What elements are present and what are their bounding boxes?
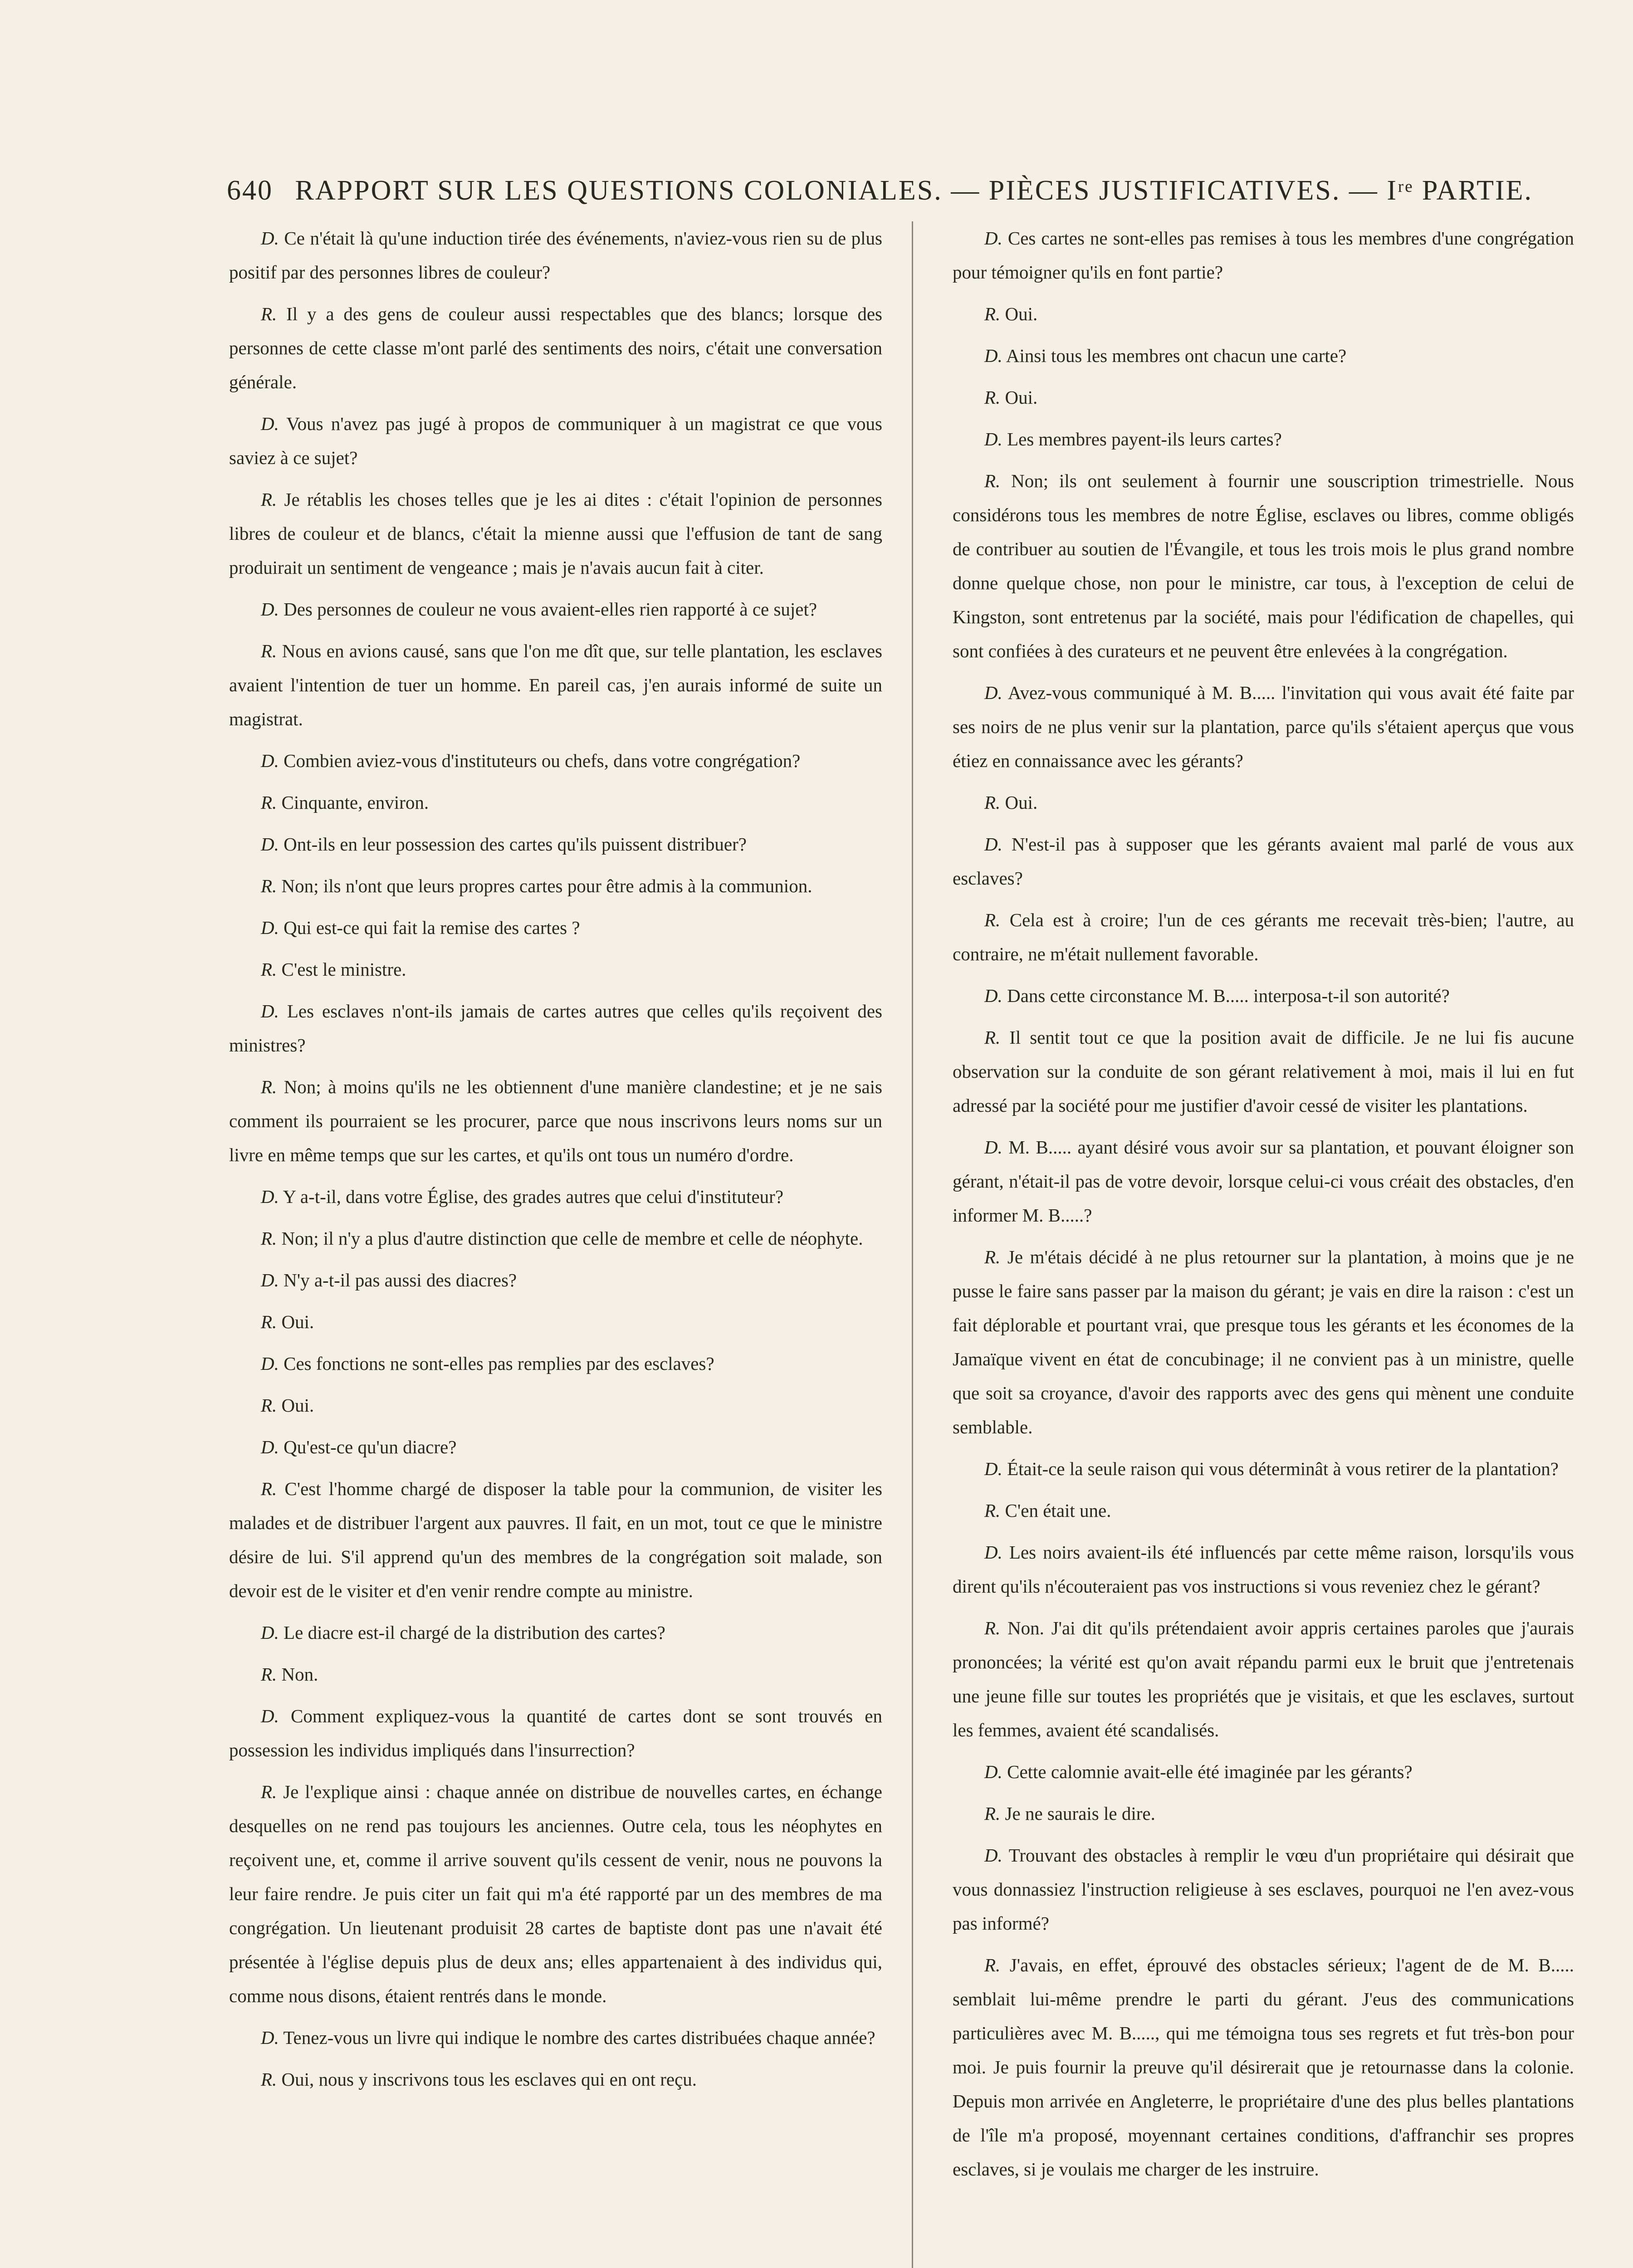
dialogue-paragraph <box>953 422 1574 456</box>
speaker-label: D. <box>984 1458 1002 1479</box>
speaker-label: D. <box>261 1353 279 1374</box>
dialogue-paragraph <box>229 592 882 626</box>
dialogue-paragraph <box>953 827 1574 895</box>
paragraph-text: Qui est-ce qui fait la remise des cartes ? <box>284 917 580 938</box>
paragraph-text: Je l'explique ainsi : chaque année on distribue de nouvelles cartes, en échange desquelles on ne rend pas toujours les anciennes. Outre cela, tous les néophytes en reçoivent une, et, comme il arrive souvent qu'ils cessent de venir, nous ne pouvons la leur faire rendre. Je puis citer un fait qui m'a été rapporté par un des membres de ma congrégation. Un lieutenant produisit 28 cartes de baptiste dont pas une n'avait été présentée à l'église depuis plus de deux ans; elles appartenaient à des individus qui, comme nous disons, étaient rentrés dans le monde. <box>229 1781 883 2006</box>
paragraph-text: Ces cartes ne sont-elles pas remises à tous les membres d'une congrégation pour témoigner qu'ils en font partie? <box>953 228 1574 283</box>
speaker-label: D. <box>984 1761 1002 1782</box>
dialogue-paragraph <box>229 1180 882 1214</box>
speaker-label: R. <box>984 387 1001 408</box>
dialogue-paragraph <box>953 1494 1574 1528</box>
speaker-label: R. <box>261 1395 277 1416</box>
paragraph-text: J'avais, en effet, éprouvé des obstacles sérieux; l'agent de de M. B..... semblait lui-même prendre le parti du gérant. J'eus des communications particulières avec M. B....., qui me témoigna tous ses regrets et fut très-bon pour moi. Je puis fournir la preuve qu'il désirerait que je retournasse dans la colonie. Depuis mon arrivée en Angleterre, le propriétaire d'une des plus belles plantations de l'île m'a proposé, moyennant certaines conditions, d'affranchir ses propres esclaves, si je voulais me charger de les instruire. <box>953 1955 1574 2180</box>
speaker-label: R. <box>984 1027 1001 1048</box>
paragraph-text: Ainsi tous les membres ont chacun une carte? <box>1006 345 1347 366</box>
speaker-label: D. <box>984 1845 1002 1866</box>
dialogue-paragraph <box>229 953 882 987</box>
speaker-label: D. <box>261 228 279 249</box>
column-divider <box>912 221 913 2268</box>
paragraph-text: Des personnes de couleur ne vous avaient-elles rien rapporté à ce sujet? <box>284 599 817 620</box>
speaker-label: R. <box>984 792 1001 813</box>
paragraph-text: Tenez-vous un livre qui indique le nombre des cartes distribuées chaque année? <box>283 2027 875 2048</box>
dialogue-paragraph <box>229 1472 882 1608</box>
speaker-label: R. <box>261 1781 277 1802</box>
dialogue-paragraph <box>229 2063 882 2097</box>
paragraph-text: Je ne saurais le dire. <box>1005 1803 1155 1824</box>
paragraph-text: C'en était une. <box>1005 1500 1111 1521</box>
speaker-label: R. <box>261 959 277 980</box>
left-column <box>229 221 882 2104</box>
speaker-label: R. <box>261 1076 277 1097</box>
speaker-label: R. <box>261 875 277 896</box>
paragraph-text: M. B..... ayant désiré vous avoir sur sa plantation, et pouvant éloigner son gérant, n'était-il pas de votre devoir, lorsque celui-ci vous créait des obstacles, d'en informer M. B.....? <box>953 1137 1574 1226</box>
speaker-label: R. <box>984 303 1001 324</box>
speaker-label: R. <box>261 640 277 661</box>
paragraph-text: Vous n'avez pas jugé à propos de communiquer à un magistrat ce que vous saviez à ce sujet? <box>229 413 883 468</box>
dialogue-paragraph <box>229 744 882 778</box>
paragraph-text: Oui. <box>281 1311 314 1332</box>
speaker-label: D. <box>261 750 279 771</box>
dialogue-paragraph <box>953 1755 1574 1789</box>
speaker-label: R. <box>984 1500 1001 1521</box>
speaker-label: R. <box>261 489 277 510</box>
dialogue-paragraph <box>229 483 882 585</box>
dialogue-paragraph <box>953 1021 1574 1123</box>
paragraph-text: Les noirs avaient-ils été influencés par cette même raison, lorsqu'ils vous dirent qu'ils n'écouteraient pas vos instructions si vous reveniez chez le gérant? <box>953 1542 1574 1597</box>
dialogue-paragraph <box>229 1699 882 1767</box>
paragraph-text: Non. <box>281 1664 318 1685</box>
speaker-label: R. <box>984 1955 1001 1975</box>
paragraph-text: N'y a-t-il pas aussi des diacres? <box>284 1270 517 1290</box>
dialogue-paragraph <box>229 869 882 903</box>
paragraph-text: Non; ils ont seulement à fournir une souscription trimestrielle. Nous considérons tous les membres de notre Église, esclaves ou libres, comme obligés de contribuer au soutien de l'Évangile, et tous les trois mois le plus grand nombre donne quelque chose, non pour le ministre, car tous, à l'exception de celui de Kingston, sont entretenus par la société, mais pour l'édification de chapelles, qui sont confiées à des curateurs et ne peuvent être enlevées à la congrégation. <box>953 470 1574 661</box>
dialogue-paragraph <box>229 1388 882 1422</box>
speaker-label: D. <box>261 1270 279 1290</box>
paragraph-text: Il sentit tout ce que la position avait de difficile. Je ne lui fis aucune observation sur la conduite de son gérant relativement à moi, mais il lui en fut adressé par la société pour me justifier d'avoir cessé de visiter les plantations. <box>953 1027 1574 1116</box>
speaker-label: D. <box>261 599 279 620</box>
paragraph-text: Non; il n'y a plus d'autre distinction que celle de membre et celle de néophyte. <box>281 1228 863 1249</box>
dialogue-paragraph <box>953 381 1574 415</box>
paragraph-text: Oui. <box>1005 792 1038 813</box>
speaker-label: R. <box>261 1311 277 1332</box>
header-title: RAPPORT SUR LES QUESTIONS COLONIALES. — PIÈCES JUSTIFICATIVES. — Iʳᵉ PARTIE. <box>295 175 1533 206</box>
paragraph-text: Le diacre est-il chargé de la distribution des cartes? <box>284 1622 665 1643</box>
speaker-label: R. <box>261 1478 277 1499</box>
paragraph-text: Ont-ils en leur possession des cartes qu'ils puissent distribuer? <box>284 834 747 855</box>
paragraph-text: Cette calomnie avait-elle été imaginée par les gérants? <box>1007 1761 1413 1782</box>
paragraph-text: Comment expliquez-vous la quantité de cartes dont se sont trouvés en possession les individus impliqués dans l'insurrection? <box>229 1706 882 1760</box>
paragraph-text: Cinquante, environ. <box>281 792 429 813</box>
paragraph-text: Y a-t-il, dans votre Église, des grades autres que celui d'instituteur? <box>283 1186 784 1207</box>
paragraph-text: Il y a des gens de couleur aussi respectables que des blancs; lorsque des personnes de cette classe m'ont parlé des sentiments des noirs, c'était une conversation générale. <box>229 303 883 392</box>
dialogue-paragraph <box>953 1797 1574 1831</box>
dialogue-paragraph <box>229 827 882 861</box>
speaker-label: R. <box>261 1664 277 1685</box>
paragraph-text: Les esclaves n'ont-ils jamais de cartes autres que celles qu'ils reçoivent des ministres? <box>229 1001 882 1056</box>
speaker-label: D. <box>261 1706 279 1726</box>
speaker-label: D. <box>261 917 279 938</box>
dialogue-paragraph <box>229 1305 882 1339</box>
speaker-label: R. <box>984 1618 1001 1638</box>
dialogue-paragraph <box>953 1838 1574 1941</box>
dialogue-paragraph <box>953 786 1574 820</box>
dialogue-paragraph <box>229 1222 882 1256</box>
speaker-label: R. <box>261 792 277 813</box>
dialogue-paragraph <box>953 221 1574 289</box>
dialogue-paragraph <box>229 786 882 820</box>
paragraph-text: Nous en avions causé, sans que l'on me dît que, sur telle plantation, les esclaves avaient l'intention de tuer un homme. En pareil cas, j'en aurais informé de suite un magistrat. <box>229 640 882 729</box>
dialogue-paragraph <box>229 1430 882 1464</box>
dialogue-paragraph <box>229 1347 882 1381</box>
speaker-label: D. <box>261 834 279 855</box>
paragraph-text: C'est le ministre. <box>281 959 406 980</box>
speaker-label: D. <box>984 1137 1002 1158</box>
dialogue-paragraph <box>229 221 882 289</box>
speaker-label: R. <box>261 303 277 324</box>
dialogue-paragraph <box>229 407 882 475</box>
dialogue-paragraph <box>229 1616 882 1650</box>
speaker-label: R. <box>261 1228 277 1249</box>
speaker-label: D. <box>984 1542 1002 1563</box>
paragraph-text: Cela est à croire; l'un de ces gérants me recevait très-bien; l'autre, au contraire, ne m'était nullement favorable. <box>953 909 1574 964</box>
paragraph-text: Dans cette circonstance M. B..... interposa-t-il son autorité? <box>1007 985 1450 1006</box>
paragraph-text: Combien aviez-vous d'instituteurs ou chefs, dans votre congrégation? <box>284 750 801 771</box>
speaker-label: D. <box>984 345 1002 366</box>
speaker-label: D. <box>261 1437 279 1457</box>
dialogue-paragraph <box>953 676 1574 778</box>
speaker-label: R. <box>984 1803 1001 1824</box>
dialogue-paragraph <box>229 994 882 1062</box>
dialogue-paragraph <box>229 1070 882 1172</box>
dialogue-paragraph <box>229 1775 882 2013</box>
paragraph-text: Oui, nous y inscrivons tous les esclaves qui en ont reçu. <box>281 2069 697 2090</box>
speaker-label: R. <box>984 1246 1001 1267</box>
dialogue-paragraph <box>229 634 882 736</box>
paragraph-text: Avez-vous communiqué à M. B..... l'invitation qui vous avait été faite par ses noirs de ne plus venir sur la plantation, parce qu'ils s'étaient aperçus que vous étiez en connaissance avec les gérants? <box>953 682 1574 771</box>
paragraph-text: Les membres payent-ils leurs cartes? <box>1007 429 1282 450</box>
paragraph-text: C'est l'homme chargé de disposer la table pour la communion, de visiter les malades et de distribuer l'argent aux pauvres. Il fait, en un mot, tout ce que le ministre désire de lui. S'il apprend qu'un des membres de la congrégation soit malade, son devoir est de le visiter et d'en venir rendre compte au ministre. <box>229 1478 883 1601</box>
running-header <box>227 175 1533 207</box>
paragraph-text: Non. J'ai dit qu'ils prétendaient avoir appris certaines paroles que j'aurais prononcées; la vérité est qu'on avait répandu parmi eux le bruit que j'entretenais une jeune fille sur toutes les propriétés que je visitais, et que les esclaves, surtout les femmes, avaient été scandalisés. <box>953 1618 1574 1740</box>
paragraph-text: Oui. <box>1005 303 1038 324</box>
paragraph-text: Oui. <box>1005 387 1038 408</box>
dialogue-paragraph <box>953 464 1574 668</box>
paragraph-text: Oui. <box>281 1395 314 1416</box>
speaker-label: D. <box>261 1622 279 1643</box>
dialogue-paragraph <box>953 1611 1574 1747</box>
dialogue-paragraph <box>953 1240 1574 1444</box>
dialogue-paragraph <box>953 1535 1574 1603</box>
speaker-label: D. <box>984 834 1002 855</box>
right-column <box>953 221 1574 2194</box>
paragraph-text: Je rétablis les choses telles que je les ai dites : c'était l'opinion de personnes libres de couleur et de blancs, c'était la mienne aussi que l'effusion de tant de sang produirait un sentiment de vengeance ; mais je n'avais aucun fait à citer. <box>229 489 883 578</box>
speaker-label: D. <box>984 682 1002 703</box>
speaker-label: R. <box>261 2069 277 2090</box>
speaker-label: D. <box>261 1001 279 1022</box>
dialogue-paragraph <box>229 1263 882 1297</box>
speaker-label: D. <box>984 429 1002 450</box>
paragraph-text: Trouvant des obstacles à remplir le vœu d'un propriétaire qui désirait que vous donnassiez l'instruction religieuse à ses esclaves, pourquoi ne l'en avez-vous pas informé? <box>953 1845 1574 1934</box>
dialogue-paragraph <box>229 2021 882 2055</box>
dialogue-paragraph <box>953 1452 1574 1486</box>
paragraph-text: Était-ce la seule raison qui vous déterminât à vous retirer de la plantation? <box>1007 1458 1559 1479</box>
paragraph-text: Non; à moins qu'ils ne les obtiennent d'une manière clandestine; et je ne sais comment ils pourraient se les procurer, parce que nous inscrivons leurs noms sur un livre en même temps que sur les cartes, et qu'ils ont tous un numéro d'ordre. <box>229 1076 883 1165</box>
dialogue-paragraph <box>953 979 1574 1013</box>
paragraph-text: Non; ils n'ont que leurs propres cartes pour être admis à la communion. <box>281 875 812 896</box>
paragraph-text: Qu'est-ce qu'un diacre? <box>284 1437 457 1457</box>
speaker-label: D. <box>984 985 1002 1006</box>
paragraph-text: Ces fonctions ne sont-elles pas remplies par des esclaves? <box>284 1353 714 1374</box>
dialogue-paragraph <box>953 903 1574 971</box>
speaker-label: R. <box>984 470 1001 491</box>
page-number: 640 <box>227 175 273 206</box>
dialogue-paragraph <box>229 1657 882 1691</box>
speaker-label: R. <box>984 909 1001 930</box>
paragraph-text: Je m'étais décidé à ne plus retourner sur la plantation, à moins que je ne pusse le faire sans passer par la maison du gérant; je vais en dire la raison : c'est un fait déplorable et pourtant vrai, que presque tous les gérants et les économes de la Jamaïque vivent en état de concubinage; il ne convient pas à un ministre, quelle que soit sa croyance, d'avoir des rapports avec des gens qui mènent une conduite semblable. <box>953 1246 1574 1437</box>
dialogue-paragraph <box>229 911 882 945</box>
dialogue-paragraph <box>953 297 1574 331</box>
paragraph-text: N'est-il pas à supposer que les gérants avaient mal parlé de vous aux esclaves? <box>953 834 1574 889</box>
speaker-label: D. <box>261 1186 279 1207</box>
paragraph-text: Ce n'était là qu'une induction tirée des événements, n'aviez-vous rien su de plus positif par des personnes libres de couleur? <box>229 228 882 283</box>
dialogue-paragraph <box>229 297 882 399</box>
speaker-label: D. <box>261 413 279 434</box>
speaker-label: D. <box>261 2027 279 2048</box>
dialogue-paragraph <box>953 1948 1574 2186</box>
speaker-label: D. <box>984 228 1002 249</box>
dialogue-paragraph <box>953 339 1574 373</box>
dialogue-paragraph <box>953 1130 1574 1232</box>
